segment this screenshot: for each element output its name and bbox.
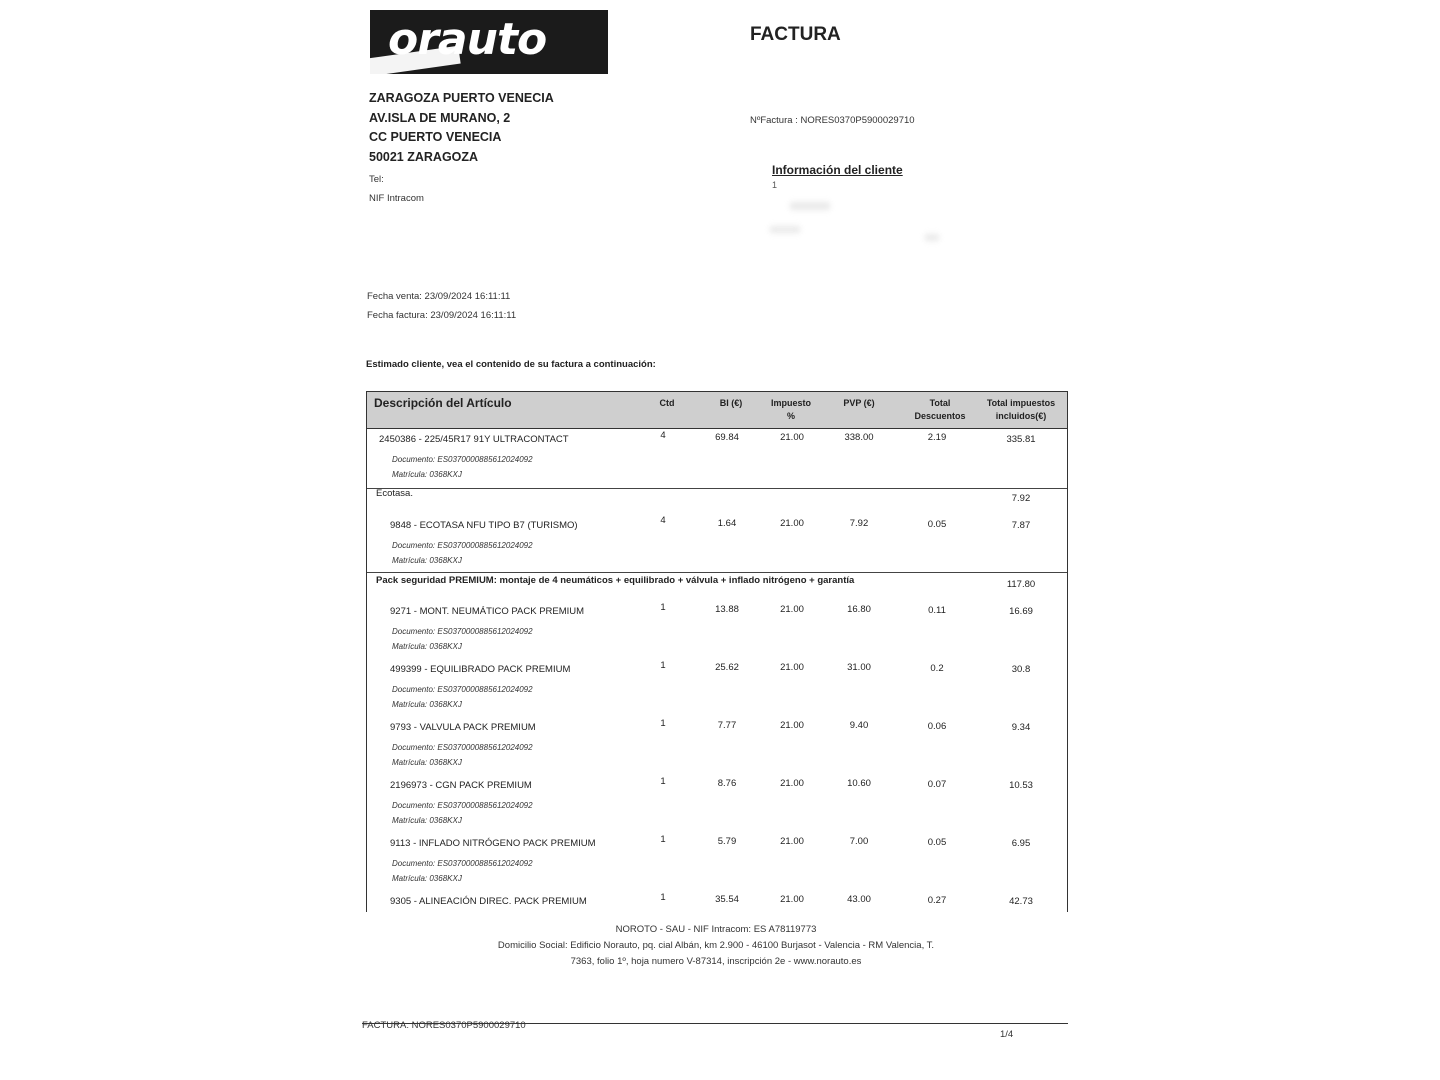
row-document: Documento: ES0370000885612024092 (392, 685, 533, 694)
footer-invoice-ref: FACTURA: NORES0370P5900029710 (362, 1020, 526, 1031)
row-disc: 0.06 (927, 721, 947, 732)
row-bi: 8.76 (717, 778, 737, 789)
header-qty: Ctd (659, 398, 675, 408)
row-desc: 9793 - VALVULA PACK PREMIUM (390, 722, 536, 733)
row-plate: Matrícula: 0368KXJ (392, 470, 462, 479)
sale-date: Fecha venta: 23/09/2024 16:11:11 (367, 291, 511, 302)
row-qty: 1 (660, 602, 666, 613)
norauto-logo (370, 10, 608, 74)
row-disc: 0.05 (927, 519, 947, 530)
row-qty: 1 (660, 834, 666, 845)
row-desc: 2196973 - CGN PACK PREMIUM (390, 780, 532, 791)
row-bi: 13.88 (715, 604, 739, 615)
row-desc: 9271 - MONT. NEUMÁTICO PACK PREMIUM (390, 606, 585, 617)
header-description: Descripción del Artículo (374, 396, 512, 410)
row-disc: 0.2 (930, 663, 944, 674)
store-line-1: ZARAGOZA PUERTO VENECIA (369, 91, 554, 105)
header-total-line1: Total impuestos (986, 398, 1056, 408)
row-pvp: 338.00 (844, 432, 874, 443)
row-document: Documento: ES0370000885612024092 (392, 455, 533, 464)
header-tax-line1: Impuesto (770, 398, 811, 408)
row-total: 7.87 (1011, 520, 1031, 531)
group-total: 7.92 (1011, 493, 1031, 504)
store-address (369, 89, 554, 167)
row-tax: 21.00 (780, 894, 804, 905)
row-document: Documento: ES0370000885612024092 (392, 859, 533, 868)
row-tax: 21.00 (780, 518, 804, 529)
header-discount-line2: Descuentos (914, 411, 966, 421)
row-plate: Matrícula: 0368KXJ (392, 556, 462, 565)
row-total: 6.95 (1011, 838, 1031, 849)
row-total: 10.53 (1009, 780, 1033, 791)
row-total: 335.81 (1006, 434, 1036, 445)
greeting-text: Estimado cliente, vea el contenido de su factura a continuación: (366, 359, 656, 370)
row-pvp: 9.40 (849, 720, 869, 731)
row-pvp: 7.00 (849, 836, 869, 847)
row-desc: 2450386 - 225/45R17 91Y ULTRACONTACT (379, 434, 569, 445)
group-label: Pack seguridad PREMIUM: montaje de 4 neumáticos + equilibrado + válvula + inflado nitrógeno + garantía (376, 575, 855, 586)
row-bi: 35.54 (715, 894, 739, 905)
row-desc: 499399 - EQUILIBRADO PACK PREMIUM (390, 664, 571, 675)
row-bi: 7.77 (717, 720, 737, 731)
row-plate: Matrícula: 0368KXJ (392, 816, 462, 825)
row-total: 30.8 (1011, 664, 1031, 675)
row-document: Documento: ES0370000885612024092 (392, 743, 533, 752)
footer-divider (362, 1023, 1068, 1024)
nif-label: NIF Intracom (369, 193, 424, 204)
row-bi: 1.64 (717, 518, 737, 529)
row-desc: 9113 - INFLADO NITRÓGENO PACK PREMIUM (390, 838, 596, 849)
row-bi: 5.79 (717, 836, 737, 847)
header-total (979, 397, 1063, 423)
row-plate: Matrícula: 0368KXJ (392, 874, 462, 883)
row-qty: 4 (660, 430, 666, 441)
row-disc: 2.19 (927, 432, 947, 443)
row-tax: 21.00 (780, 778, 804, 789)
row-document: Documento: ES0370000885612024092 (392, 627, 533, 636)
row-plate: Matrícula: 0368KXJ (392, 642, 462, 651)
row-total: 16.69 (1009, 606, 1033, 617)
client-info-heading: Información del cliente (772, 163, 903, 177)
page-number: 1/4 (1000, 1029, 1014, 1040)
row-disc: 0.05 (927, 837, 947, 848)
invoice-date: Fecha factura: 23/09/2024 16:11:11 (367, 310, 517, 321)
row-tax: 21.00 (780, 836, 804, 847)
row-plate: Matrícula: 0368KXJ (392, 758, 462, 767)
redacted-client-data (790, 202, 830, 210)
row-desc: 9848 - ECOTASA NFU TIPO B7 (TURISMO) (390, 520, 578, 531)
header-pvp: PVP (€) (843, 398, 875, 408)
row-total: 42.73 (1009, 896, 1033, 907)
row-qty: 1 (660, 892, 666, 903)
header-discount (907, 397, 973, 423)
company-footer (366, 922, 1066, 970)
row-qty: 1 (660, 776, 666, 787)
document-title: FACTURA (750, 24, 841, 45)
redacted-client-data (770, 226, 800, 233)
row-pvp: 31.00 (847, 662, 871, 673)
store-line-2: AV.ISLA DE MURANO, 2 (369, 110, 511, 125)
row-divider (367, 488, 1067, 489)
row-desc: 9305 - ALINEACIÓN DIREC. PACK PREMIUM (390, 896, 587, 907)
row-qty: 1 (660, 660, 666, 671)
header-bi: BI (€) (719, 398, 743, 408)
row-disc: 0.11 (928, 605, 946, 616)
group-total: 117.80 (1006, 579, 1036, 590)
row-bi: 69.84 (715, 432, 739, 443)
row-pvp: 10.60 (847, 778, 871, 789)
header-discount-line1: Total (929, 398, 951, 408)
row-bi: 25.62 (715, 662, 739, 673)
table-header (367, 392, 1067, 429)
header-total-line2: incluidos(€) (995, 411, 1047, 421)
row-document: Documento: ES0370000885612024092 (392, 801, 533, 810)
row-plate: Matrícula: 0368KXJ (392, 700, 462, 709)
row-pvp: 16.80 (847, 604, 871, 615)
client-info-value: 1 (772, 180, 778, 190)
row-disc: 0.27 (927, 895, 947, 906)
row-tax: 21.00 (780, 720, 804, 731)
invoice-number: NºFactura : NORES0370P5900029710 (750, 115, 915, 126)
row-qty: 1 (660, 718, 666, 729)
logo-text: orauto (388, 14, 547, 65)
group-label: Ecotasa. (376, 488, 413, 499)
row-pvp: 43.00 (847, 894, 871, 905)
redacted-client-data (925, 234, 939, 241)
store-line-3: CC PUERTO VENECIA (369, 130, 502, 144)
footer-line-1: NOROTO - SAU - NIF Intracom: ES A78119773 (615, 924, 817, 935)
row-tax: 21.00 (780, 604, 804, 615)
row-divider (367, 572, 1067, 573)
row-document: Documento: ES0370000885612024092 (392, 541, 533, 550)
row-pvp: 7.92 (849, 518, 869, 529)
row-disc: 0.07 (927, 779, 947, 790)
header-tax (761, 397, 821, 423)
footer-line-3: 7363, folio 1º, hoja numero V-87314, inscripción 2e - www.norauto.es (570, 956, 862, 967)
row-qty: 4 (660, 515, 666, 526)
row-tax: 21.00 (780, 432, 804, 443)
row-tax: 21.00 (780, 662, 804, 673)
tel-label: Tel: (369, 174, 384, 185)
footer-line-2: Domicilio Social: Edificio Norauto, pq. cial Albán, km 2.900 - 46100 Burjasot - Valencia - RM Valencia, T. (497, 940, 935, 951)
store-line-4: 50021 ZARAGOZA (369, 149, 479, 164)
row-total: 9.34 (1011, 722, 1031, 733)
header-tax-line2: % (786, 411, 795, 421)
items-table (366, 391, 1068, 912)
